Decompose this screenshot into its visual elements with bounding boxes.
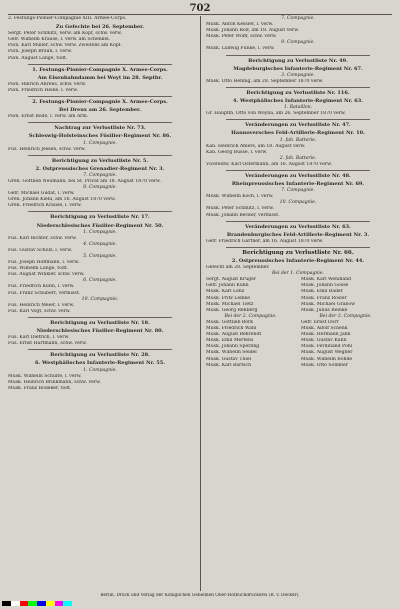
column-divider [200, 16, 201, 591]
section-heading: Hannoversches Feld-Artillerie-Regiment Nr. 10. [231, 130, 365, 137]
name-list [206, 277, 390, 368]
scale-swatch [11, 601, 20, 606]
section-heading: Niederschlesisches Füsilier-Regiment Nr. 50. [36, 222, 164, 229]
name-entry: Musk. Julius Reinke [301, 307, 348, 313]
section-heading: 2. fah. Batterie. [279, 155, 317, 161]
entry-line: Gren. Friedrich Krause, l. verw. [8, 203, 82, 209]
section-separator [28, 64, 172, 65]
name-entry: Musk. Gustav Kühn [301, 338, 347, 344]
section-heading: Rheinpreussisches Infanterie-Regiment Nr. 69. [231, 181, 365, 188]
printer-footer: Berlin, Druck und Verlag der Königlichen Geheimen Ober-Hofbuchdruckerei (R. v. Decker). [100, 593, 300, 598]
section-heading: Brandenburgisches Feld-Artillerie-Regiment Nr. 3. [226, 231, 370, 238]
entry-line: Füs. August Winkler, schw. verw. [8, 272, 85, 278]
top-rule [8, 14, 392, 15]
name-entry: Gefr. Ernst Dörr [301, 319, 339, 325]
entry-line: Musk. Franz Bödeker, todt. [8, 385, 72, 391]
section-heading: Veränderungen zu Verlustliste Nr. 47. [245, 122, 351, 129]
name-entry: Musk. Hermann Jahn [301, 332, 351, 338]
section-heading: Niederschlesisches Füsilier-Regiment Nr. 80. [36, 328, 164, 335]
entry-line: Kan. Heinrich Ahlers, am 18. August verw. [206, 143, 306, 149]
name-entry: Musk. Karl Wendland [301, 277, 352, 283]
entry-line: Füs. Friedrich Kühn, l. verw. [8, 284, 75, 290]
scale-swatch [46, 601, 55, 606]
section-heading: Bei Dreux am 26. September. [59, 107, 141, 114]
entry-line: Pion. Hinrich Ahrens, schw. verw. [8, 81, 87, 87]
left-column [8, 16, 192, 392]
entry-line: Musk. Peter Wolff, schw. verw. [206, 34, 277, 40]
entry-line: Füs. Wilhelm Lange, todt. [8, 266, 69, 272]
entry-line: Pion. Friedrich Heine, l. verw. [8, 87, 78, 93]
name-list-right [301, 277, 390, 368]
section-heading: 2. Festungs-Pionier-Compagnie X. Armee-Corps. [32, 99, 168, 106]
entry-line: Füs. Franz Schubert, vermisst. [8, 290, 80, 296]
name-entry: Musk. Gustav Thiel [206, 356, 252, 362]
entry-line: Musk. Peter Schmitz, l. verw. [206, 206, 274, 212]
scale-swatch [55, 601, 64, 606]
section-separator [226, 221, 370, 222]
name-list-left [206, 277, 295, 368]
section-heading: Berichtigung zu Verlustliste Nr. 28. [50, 352, 150, 359]
section-heading: 7. Compagnie. [281, 188, 315, 194]
section-heading: 1. Festungs-Pionier-Compagnie X. Armee-Corps. [32, 66, 168, 73]
section-heading: 4. Compagnie. [83, 241, 117, 247]
name-entry: Bei der 2. Compagnie. [224, 313, 277, 319]
entry-line: Gefecht am 28. September. [206, 265, 270, 271]
section-heading: 2. Ostpreussisches Grenadier-Regiment Nr. 3. [35, 165, 165, 172]
section-heading: 1. Compagnie. [83, 367, 117, 373]
name-entry: Musk. Michael Tietz [206, 301, 254, 307]
section-heading: Berichtigung zu Verlustliste Nr. 5. [51, 157, 149, 164]
section-heading: 1. Bataillon. [283, 105, 313, 111]
section-heading: 2. Ostpreussisches Infanterie-Regiment Nr. 44. [231, 258, 365, 264]
entry-line: Gren. Johann Kiehl, am 16. August 1870 verw. [8, 197, 116, 203]
section-separator [28, 317, 172, 318]
section-separator [226, 87, 370, 88]
section-heading: Veränderungen zu Verlustliste Nr. 48. [245, 172, 351, 179]
entry-line: Musk. Otto Hennig, am 28. September 1870 verw. [206, 78, 324, 84]
section-separator [226, 247, 370, 248]
entry-line: Musk. Heinrich Brinkmann, schw. verw. [8, 379, 101, 385]
entry-line: Musk. Anton Kessler, l. verw. [206, 22, 274, 28]
name-entry: Musk. Otto Sommer [301, 362, 348, 368]
section-heading: 7. Compagnie. [281, 16, 315, 21]
section-heading: 10. Compagnie. [81, 296, 119, 302]
name-entry: Musk. Adolf Schenk [301, 326, 348, 332]
name-entry: Musk. Wilhelm Seidel [206, 350, 257, 356]
section-heading: 9. Compagnie. [281, 40, 315, 46]
section-heading: Berichtigung zu Verlustliste Nr. 49. [248, 57, 348, 64]
name-entry: Musk. Fritz Lemke [206, 295, 250, 301]
scale-swatch [28, 601, 37, 606]
page-number: 702 [189, 3, 211, 14]
entry-line: Musk. Johann Becker, vermisst. [206, 212, 280, 218]
name-entry: Musk. Johann Sperling [206, 344, 260, 350]
name-entry: Musk. Michael Grabow [301, 301, 356, 307]
section-heading: Zu Gefechte bei 26. September. [55, 24, 145, 31]
scale-swatch [20, 601, 29, 606]
section-heading: 5. Compagnie. [83, 254, 117, 259]
entry-line: Pion. August Lange, todt. [8, 55, 68, 61]
section-heading: 10. Compagnie. [279, 200, 317, 206]
section-heading: Magdeburgisches Infanterie-Regiment Nr. 67. [233, 65, 363, 72]
right-column-entries [206, 16, 390, 277]
section-separator [28, 96, 172, 97]
entry-line: Füs. Karl Dietrich, l. verw. [8, 335, 70, 341]
name-entry: Musk. Johann Gosse [301, 283, 349, 289]
section-heading: Bei der 1. Compagnie. [271, 271, 325, 277]
entry-line: Füs. Ernst Hartmann, schw. verw. [8, 341, 87, 347]
section-heading: Berichtigung zu Verlustliste Nr. 66. [242, 249, 354, 256]
section-heading: Veränderungen zu Verlustliste Nr. 63. [245, 223, 351, 230]
entry-line: Musk. Ludwig Funke, l. verw. [206, 46, 275, 52]
name-entry: Bei der 3. Compagnie. [319, 313, 372, 319]
name-entry: Musk. August Wegner [301, 350, 353, 356]
name-entry: Musk. Friedrich Wahl [206, 326, 257, 332]
entry-line: Musk. Wilhelm Koch, l. verw. [206, 194, 274, 200]
entry-line: Vicefeldw. Karl Ostermann, am 16. August 1870 verw. [206, 161, 332, 167]
section-heading: Berichtigung zu Verlustliste Nr. 17. [50, 214, 150, 221]
name-entry: Musk. Emil Mertens [206, 338, 254, 344]
entry-line: Pion. Ernst Bode, l. verw. am Arm. [8, 114, 89, 120]
name-entry: Musk. Wilhelm Rohde [301, 356, 353, 362]
name-entry: Musk. Gottlieb Bork [206, 319, 254, 325]
name-entry: Gefr. Johann Kuhn [206, 283, 249, 289]
color-scale-bar [2, 601, 72, 606]
name-entry: Musk. Franz Rösler [301, 295, 347, 301]
entry-line: Gr. Hauptm. Otto von Woyna, am 26. September 1870 verw. [206, 111, 346, 117]
name-entry: Musk. Georg Rehberg [206, 307, 258, 313]
entry-line: Füs. Karl Richter, schw. verw. [8, 235, 77, 241]
section-heading: 7. Compagnie. [83, 172, 117, 178]
entry-line: Pion. Karl Müller, schw. verw. Zweitens am Kopf. [8, 43, 122, 49]
entry-line: Füs. Heinrich Jessen, schw. verw. [8, 146, 86, 152]
section-heading: Am Eisenbahndamm bei Woyt im 28. Septbr. [37, 74, 163, 81]
section-heading: 1. Compagnie. [83, 229, 117, 235]
name-entry: Sergt. August Krüger [206, 277, 257, 283]
section-heading: Berichtigung zu Verlustliste Nr. 18. [50, 319, 150, 326]
section-separator [226, 55, 370, 56]
entry-line: Gefr. Michael Gudat, l. verw. [8, 191, 75, 197]
section-separator [28, 211, 172, 212]
entry-line: Füs. Joseph Hoffmann, l. verw. [8, 260, 80, 266]
section-separator [226, 170, 370, 171]
section-separator [28, 155, 172, 156]
name-entry: Musk. Karl Bartsch [206, 362, 252, 368]
entry-line: Pion. Joseph Braun, l. verw. [8, 49, 73, 55]
right-column [206, 16, 390, 369]
section-heading: Nachtrag zur Verlustliste Nr. 73. [54, 125, 146, 132]
section-separator [226, 119, 370, 120]
name-entry: Musk. August Behrendt [206, 332, 262, 338]
scale-swatch [37, 601, 46, 606]
entry-line: Gefr. Wilhelm Krause, l. verw. am Schenkel. [8, 37, 111, 43]
section-heading: 1. Compagnie. [83, 140, 117, 146]
entry-line: Gren. Gottlieb Neumann, bei St. Privat am 18. August 1870 verw. [8, 178, 161, 184]
section-heading: 4. Westphälisches Infanterie-Regiment Nr. 63. [233, 98, 363, 105]
section-heading: 3. Compagnie. [281, 72, 315, 78]
entry-line: 2. Festungs-Pionier-Compagnie XIII. Armee-Corps. [8, 16, 127, 21]
name-entry: Musk. Karl Lenz [206, 289, 245, 295]
section-heading: Schleswig-Holsteinsches Füsilier-Regiment Nr. 86. [28, 133, 172, 140]
name-entry: Musk. Emil Bader [301, 289, 343, 295]
scale-swatch [2, 601, 11, 606]
section-separator [28, 349, 172, 350]
section-heading: 1. fah. Batterie. [279, 137, 317, 143]
entry-line: Musk. Wilhelm Schulte, l. verw. [8, 373, 82, 379]
scale-swatch [63, 601, 72, 606]
entry-line: Füs. Gustav Scholz, l. verw. [8, 247, 73, 253]
entry-line: Füs. Karl Vogt, schw. verw. [8, 308, 71, 314]
section-heading: Berichtigung zu Verlustliste Nr. 116. [246, 89, 350, 96]
section-heading: 8. Compagnie. [83, 185, 117, 191]
name-entry: Musk. Ferdinand Pohl [301, 344, 353, 350]
section-separator [28, 122, 172, 123]
entry-line: Gefr. Friedrich Gärtner, am 16. August 1870 verw. [206, 238, 324, 244]
entry-line: Füs. Heinrich Meier, l. verw. [8, 302, 75, 308]
entry-line: Kan. Georg Busse, l. verw. [206, 149, 268, 155]
entry-line: Sergt. Peter Schmitz, Verw. am Kopf, schw. verw. [8, 31, 122, 37]
section-heading: 6. Westphälisches Infanterie-Regiment Nr. 55. [35, 360, 165, 367]
section-heading: 6. Compagnie. [83, 278, 117, 284]
entry-line: Musk. Johann Rolf, am 18. August verw. [206, 28, 300, 34]
